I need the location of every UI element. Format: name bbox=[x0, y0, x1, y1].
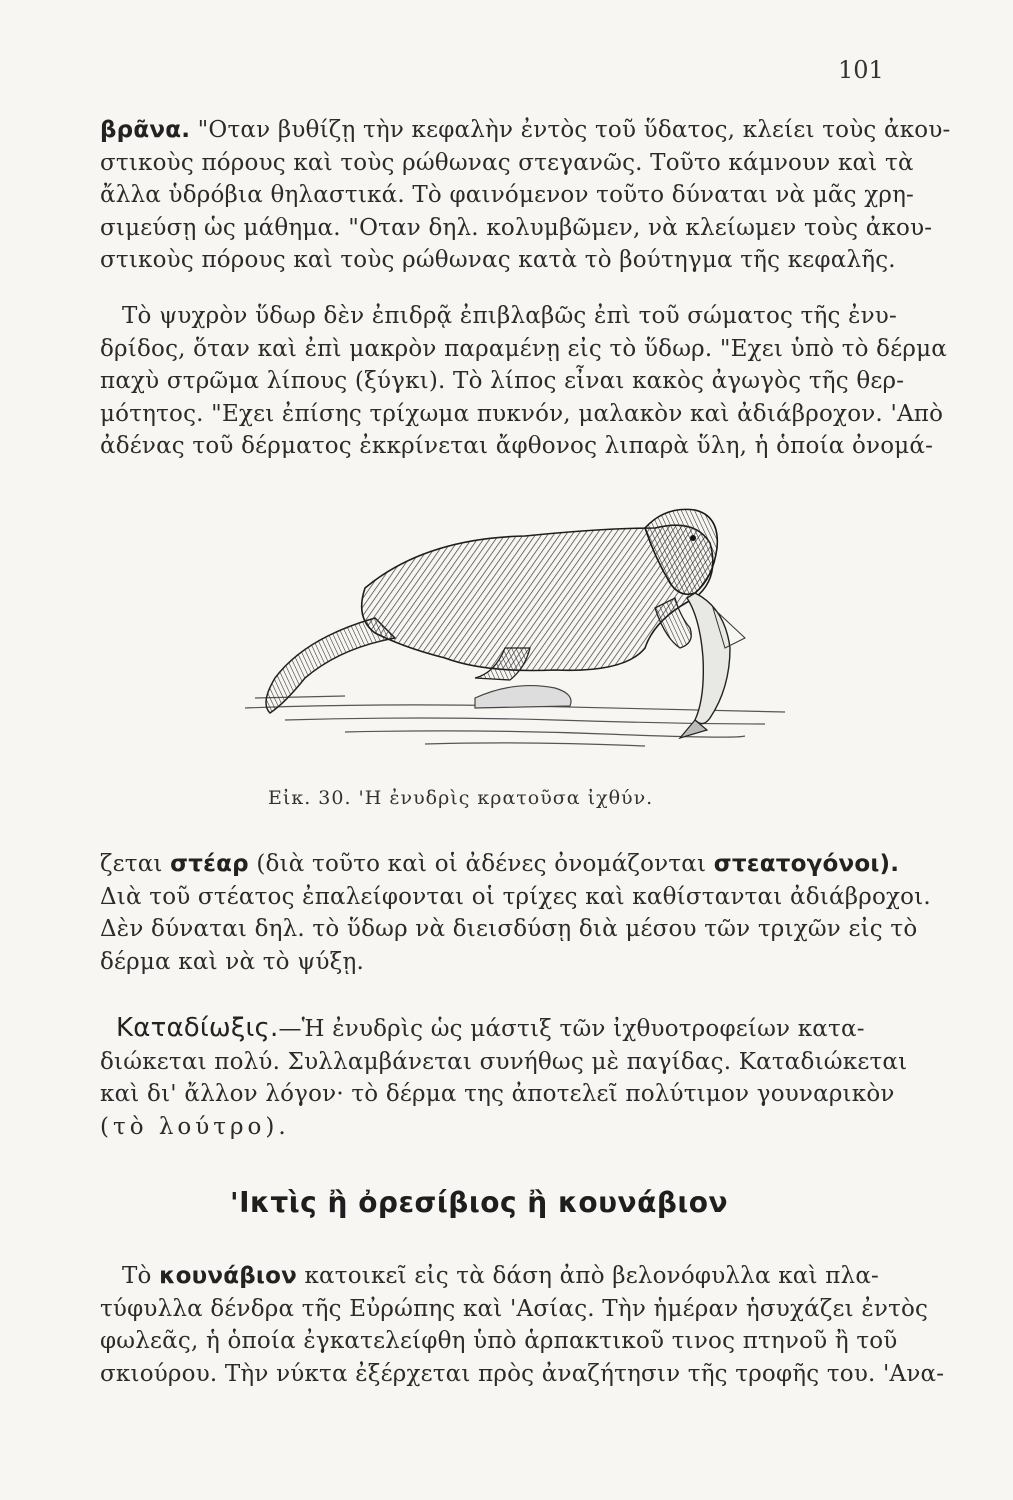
bold-term: στέαρ bbox=[170, 851, 249, 877]
text-line: ζεται στέαρ (διὰ τοῦτο καὶ οἱ ἀδένες ὀνομάζονται στεατογόνοι). bbox=[100, 851, 900, 877]
text-line: στικοὺς πόρους καὶ τοὺς ρώθωνας κατὰ τὸ βούτηγμα τῆς κεφαλῆς. bbox=[100, 247, 896, 274]
bold-word: βρᾶνα. bbox=[100, 117, 191, 143]
otter-front-leg bbox=[655, 598, 691, 648]
text-line: σιμεύσῃ ὡς μάθημα. "Οταν δηλ. κολυμβῶμεν, νὰ κλείωμεν τοὺς ἀκου- bbox=[100, 214, 933, 241]
text-line: ἀδένας τοῦ δέρματος ἐκκρίνεται ἄφθονος λιπαρὰ ὕλη, ἡ ὁποία ὀνομά- bbox=[100, 433, 934, 460]
text-line: (τὸ λούτρο). bbox=[100, 1113, 290, 1140]
text-line: διώκεται πολύ. Συλλαμβάνεται συνήθως μὲ παγίδας. Καταδιώκεται bbox=[100, 1048, 908, 1075]
paragraph-marten bbox=[100, 1260, 945, 1390]
text-line: δέρμα καὶ νὰ τὸ ψύξῃ. bbox=[100, 948, 364, 975]
text-line: τύφυλλα δένδρα τῆς Εὐρώπης καὶ 'Ασίας. Τὴν ἡμέραν ἡσυχάζει ἐντὸς bbox=[100, 1295, 929, 1322]
paragraph-hunting bbox=[100, 1012, 910, 1143]
text-line: παχὺ στρῶμα λίπους (ξύγκι). Τὸ λίπος εἶναι κακὸς ἀγωγὸς τῆς θερ- bbox=[100, 368, 905, 395]
paragraph-cold-water bbox=[100, 300, 947, 463]
figure-caption: Εἰκ. 30. 'Η ἐνυδρὶς κρατοῦσα ἰχθύν. bbox=[268, 787, 654, 809]
section-heading: 'Ικτὶς ἢ ὀρεσίβιος ἢ κουνάβιον bbox=[230, 1186, 729, 1219]
text-line: Τὸ ψυχρὸν ὕδωρ δὲν ἐπιδρᾷ ἐπιβλαβῶς ἐπὶ τοῦ σώματος τῆς ἐνυ- bbox=[122, 303, 897, 329]
text-line: Τὸ κουνάβιον κατοικεῖ εἰς τὰ δάση ἀπὸ βελονόφυλλα καὶ πλα- bbox=[122, 1263, 880, 1289]
otter-eye bbox=[690, 535, 696, 541]
bold-term: στεατογόνοι). bbox=[713, 851, 900, 877]
section-lead: Καταδίωξις. bbox=[116, 1013, 279, 1043]
fish bbox=[687, 593, 730, 724]
text-line: σκιούρου. Τὴν νύκτα ἐξέρχεται πρὸς ἀναζήτησιν τῆς τροφῆς του. 'Ανα- bbox=[100, 1360, 945, 1387]
text-line: Διὰ τοῦ στέατος ἐπαλείφονται οἱ τρίχες καὶ καθίστανται ἀδιάβροχοι. bbox=[100, 883, 931, 910]
bold-term: κουνάβιον bbox=[159, 1263, 297, 1289]
rock bbox=[475, 686, 571, 708]
page-number: 101 bbox=[838, 56, 884, 84]
paragraph-diving bbox=[100, 114, 951, 277]
otter-illustration bbox=[225, 498, 800, 753]
text-line: Καταδίωξις.—Ἡ ἐνυδρὶς ὡς μάστιξ τῶν ἰχθυοτροφείων κατα- bbox=[116, 1013, 865, 1043]
text-line: βρᾶνα. "Οταν βυθίζῃ τὴν κεφαλὴν ἐντὸς τοῦ ὕδατος, κλείει τοὺς ἀκου- bbox=[100, 117, 951, 143]
text-line: καὶ δι' ἄλλον λόγον· τὸ δέρμα της ἀποτελεῖ πολύτιμον γουναρικὸν bbox=[100, 1081, 895, 1108]
text-line: Δὲν δύναται δηλ. τὸ ὕδωρ νὰ διεισδύσῃ διὰ μέσου τῶν τριχῶν εἰς τὸ bbox=[100, 916, 918, 943]
text-line: δρίδος, ὅταν καὶ ἐπὶ μακρὸν παραμένῃ εἰς τὸ ὕδωρ. "Εχει ὑπὸ τὸ δέρμα bbox=[100, 335, 947, 362]
text-line: στικοὺς πόρους καὶ τοὺς ρώθωνας στεγανῶς. Τοῦτο κάμνουν καὶ τὰ bbox=[100, 149, 914, 176]
text-line: ἄλλα ὑδρόβια θηλαστικά. Τὸ φαινόμενον τοῦτο δύναται νὰ μᾶς χρη- bbox=[100, 182, 915, 209]
paragraph-sebum bbox=[100, 848, 931, 978]
text-line: φωλεᾶς, ἡ ὁποία ἐγκατελείφθη ὑπὸ ἁρπακτικοῦ τινος πτηνοῦ ἢ τοῦ bbox=[100, 1328, 898, 1355]
text-line: μότητος. "Εχει ἐπίσης τρίχωμα πυκνόν, μαλακὸν καὶ ἀδιάβροχον. 'Απὸ bbox=[100, 400, 944, 427]
